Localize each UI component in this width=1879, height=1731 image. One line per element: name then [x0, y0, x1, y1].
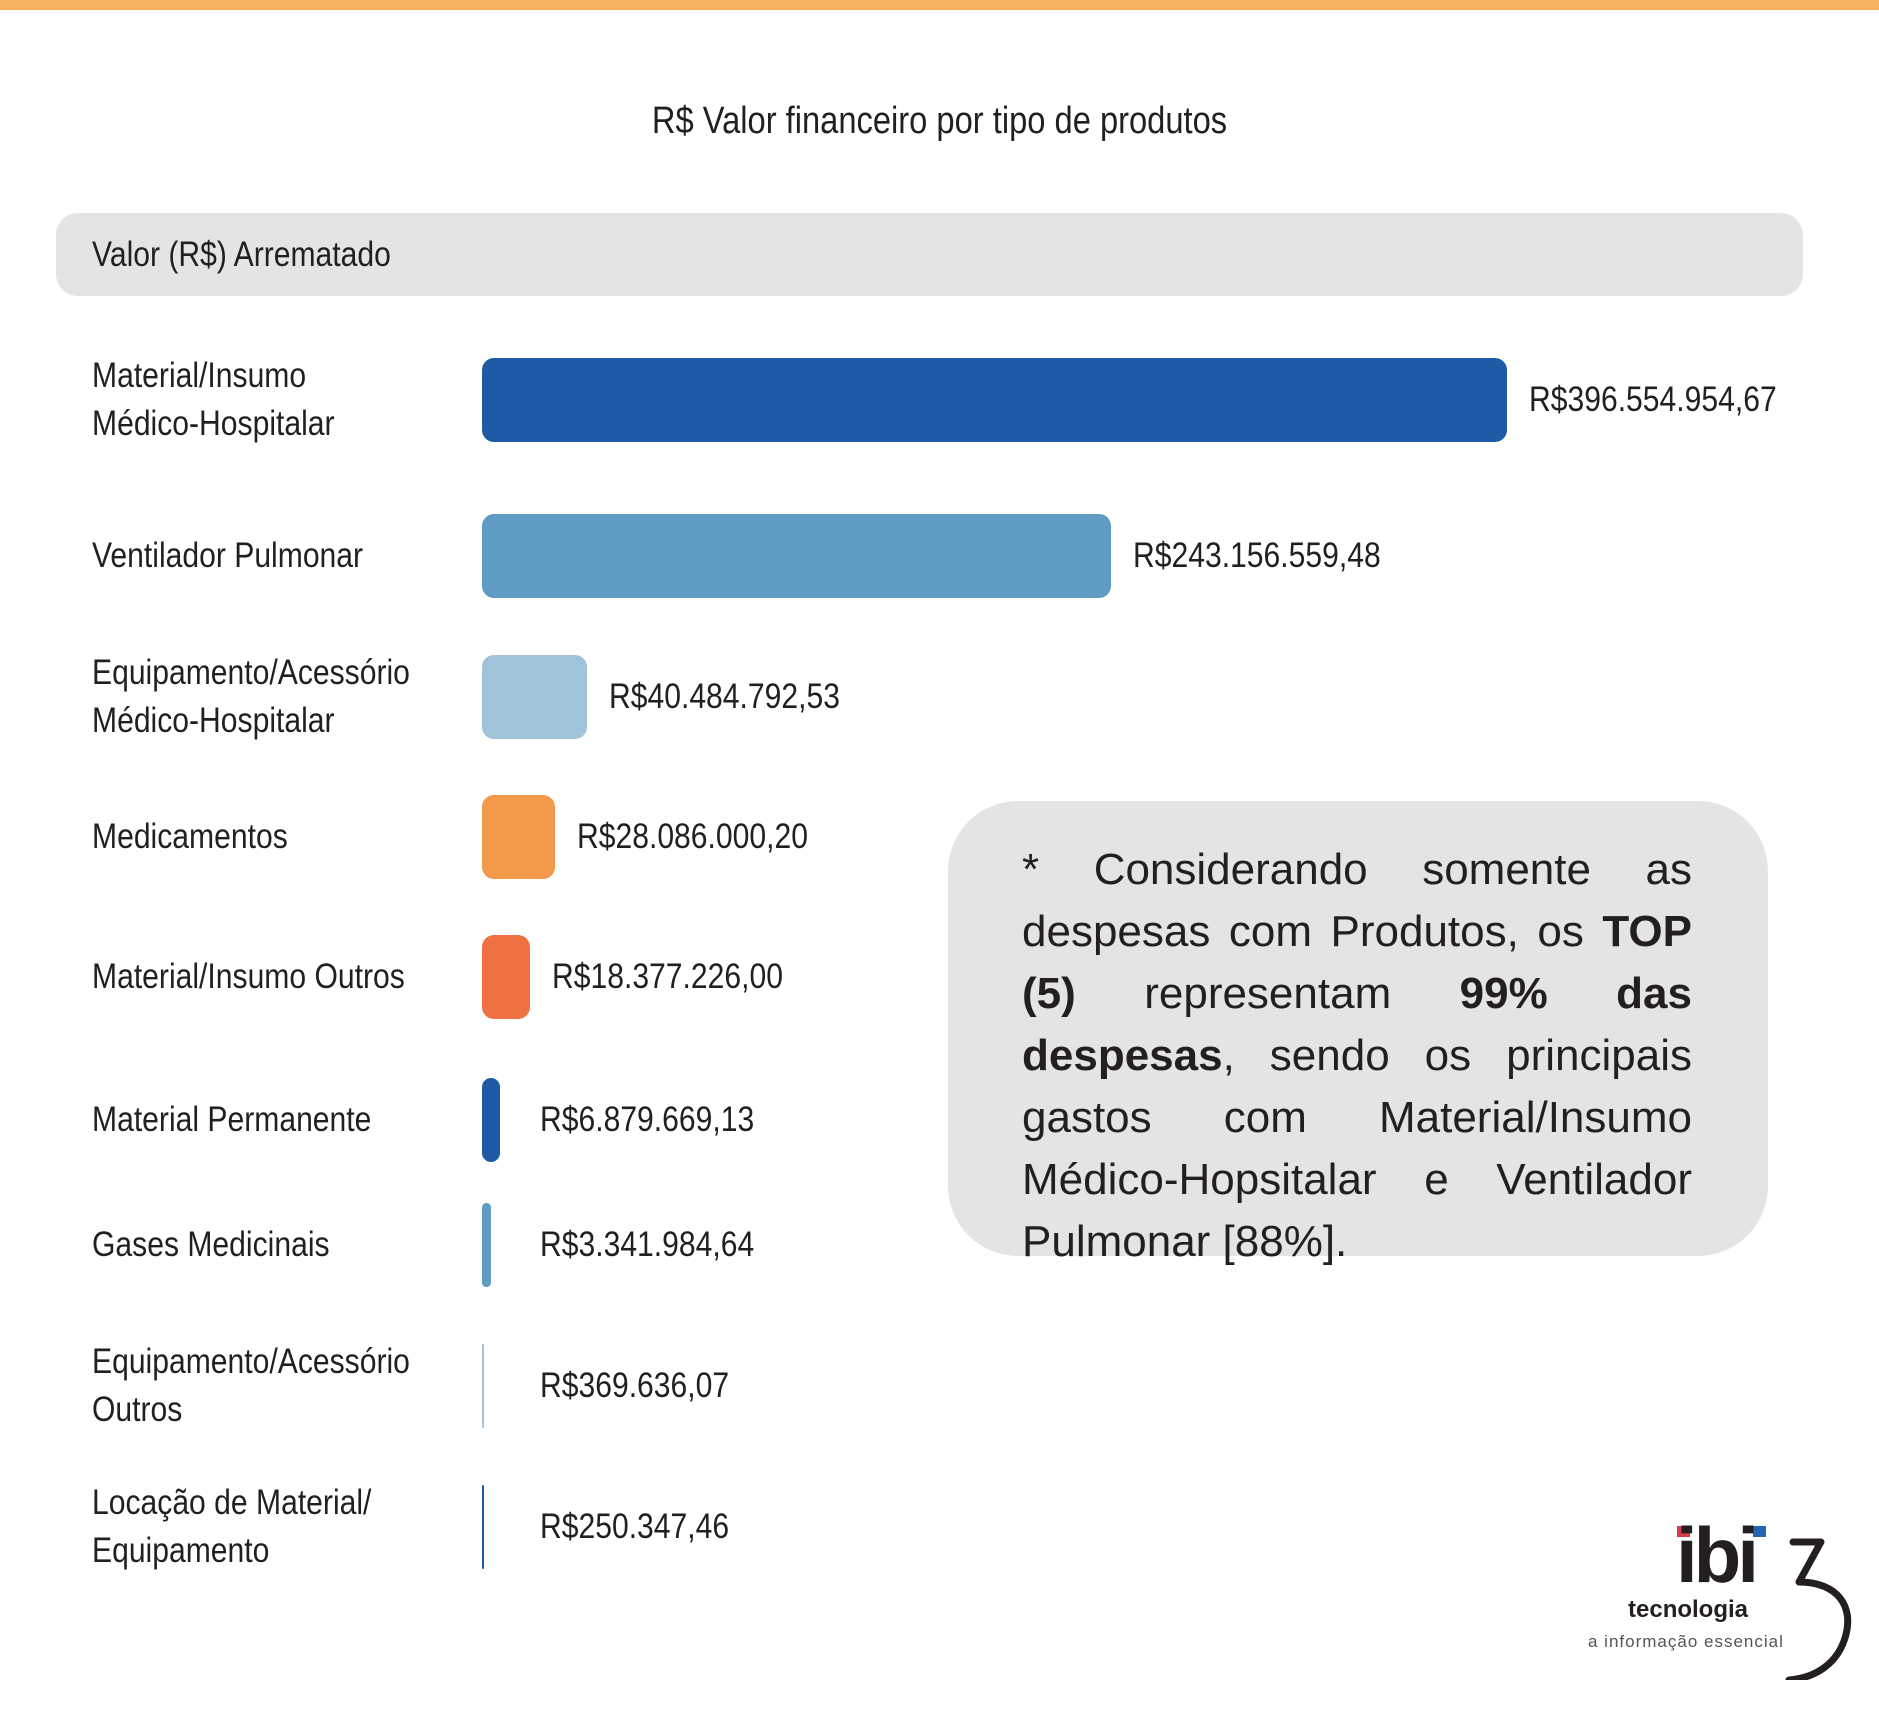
- value-label: R$250.347,46: [540, 1507, 730, 1546]
- value-label: R$28.086.000,20: [576, 817, 808, 856]
- bar: [482, 935, 530, 1019]
- category-label-line: Outros: [92, 1390, 183, 1429]
- category-label-line: Equipamento/Acessório: [92, 1342, 410, 1381]
- bar: [482, 358, 1507, 442]
- logo-curve-icon: [1785, 1530, 1865, 1680]
- category-label-line: Material/Insumo Outros: [92, 957, 405, 996]
- value-label: R$369.636,07: [540, 1366, 730, 1405]
- category-label-line: Equipamento: [92, 1531, 270, 1570]
- category-label: [92, 813, 288, 861]
- company-logo: [1570, 1510, 1870, 1690]
- category-label: [92, 1096, 371, 1144]
- logo-company-name: tecnologia: [1628, 1596, 1749, 1623]
- bar: [482, 1485, 484, 1569]
- category-label: [92, 649, 410, 745]
- category-label: [92, 1221, 330, 1269]
- series-header-label: Valor (R$) Arrematado: [92, 235, 391, 274]
- note-segment: representam: [1075, 969, 1460, 1018]
- bar: [482, 795, 555, 879]
- category-label: [92, 532, 363, 580]
- bar: [482, 514, 1111, 598]
- bar: [482, 655, 587, 739]
- value-label: R$6.879.669,13: [540, 1100, 755, 1139]
- category-label-line: Locação de Material/: [92, 1483, 372, 1522]
- value-label: R$243.156.559,48: [1132, 536, 1381, 575]
- note-segment: Considerando somente as despesas com Produtos, os: [1022, 845, 1692, 956]
- category-label-line: Material Permanente: [92, 1100, 372, 1139]
- logo-wordmark: ibi: [1676, 1511, 1755, 1599]
- note-asterisk: *: [1022, 845, 1094, 894]
- category-label-line: Gases Medicinais: [92, 1225, 330, 1264]
- chart-title: R$ Valor financeiro por tipo de produtos: [651, 100, 1228, 142]
- value-label: R$40.484.792,53: [608, 677, 840, 716]
- top-accent-rule: [0, 0, 1879, 10]
- category-label-line: Médico-Hospitalar: [92, 701, 335, 740]
- bar: [482, 1078, 500, 1162]
- category-label-line: Medicamentos: [92, 817, 288, 856]
- category-label-line: Material/Insumo: [92, 356, 307, 395]
- series-header-bar: [56, 213, 1803, 296]
- note-callout: [948, 801, 1768, 1266]
- category-label: [92, 1338, 410, 1434]
- value-label: R$3.341.984,64: [540, 1225, 755, 1264]
- category-label-line: Equipamento/Acessório: [92, 653, 410, 692]
- category-label-line: Ventilador Pulmonar: [92, 536, 364, 575]
- note-emphasis: TOP (5): [1022, 907, 1692, 1018]
- bar: [482, 1203, 491, 1287]
- note-emphasis: 99% das despesas: [1022, 969, 1692, 1080]
- category-label: [92, 953, 405, 1001]
- note-text: [1022, 839, 1692, 1273]
- category-label-line: Médico-Hospitalar: [92, 404, 335, 443]
- note-segment: , sendo os principais gastos com Material/Insumo Médico-Hopsitalar e Ventilador Pulmonar [88%].: [1022, 1031, 1692, 1266]
- bar: [482, 1344, 484, 1428]
- value-label: R$396.554.954,67: [1529, 380, 1777, 419]
- category-label: [92, 1479, 371, 1575]
- category-label: [92, 352, 335, 448]
- logo-tagline: a informação essencial: [1588, 1632, 1784, 1651]
- value-label: R$18.377.226,00: [551, 957, 783, 996]
